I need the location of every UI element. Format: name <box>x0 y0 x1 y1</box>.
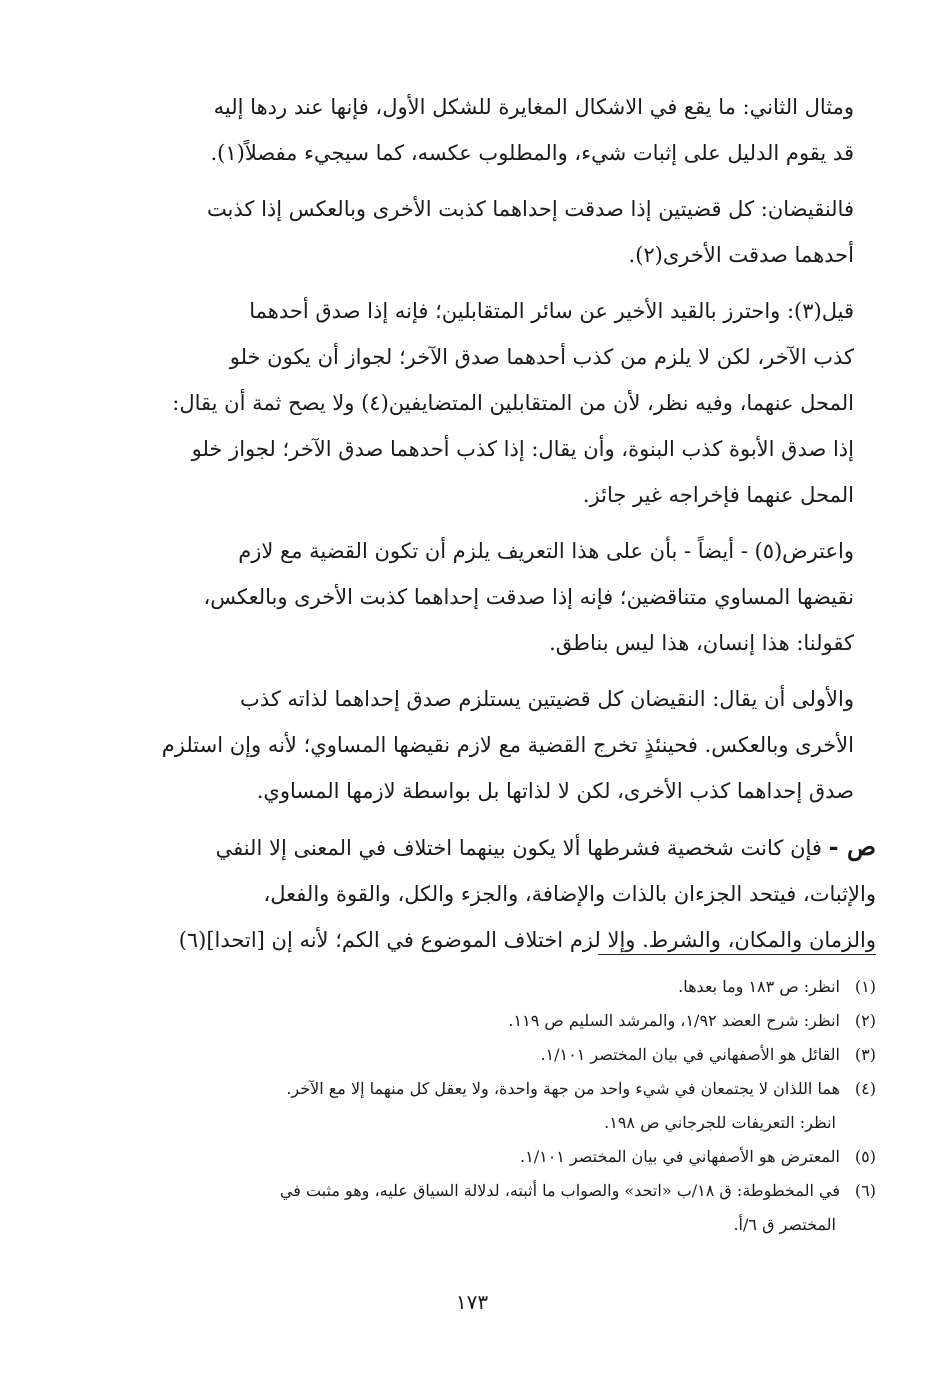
text-line: الأخرى وبالعكس. فحينئذٍ تخرج القضية مع لازم نقيضها المساوي؛ لأنه وإن استلزم <box>161 733 854 757</box>
footnote-number: (١) <box>854 977 876 996</box>
footnote-number: (٦) <box>854 1181 876 1200</box>
paragraph-objection <box>100 528 876 666</box>
text-line: نقيضها المساوي متناقضين؛ فإنه إذا صدقت إحداهما كذبت الأخرى وبالعكس، <box>203 585 854 609</box>
text-line: والأولى أن يقال: النقيضان كل قضيتين يستلزم صدق إحداهما لذاته كذب <box>240 687 854 711</box>
footnote-text: هما اللذان لا يجتمعان في شيء واحد من جهة واحدة، ولا يعقل كل منهما إلا مع الآخر. <box>286 1079 840 1098</box>
matn-marker: ص - <box>828 832 876 861</box>
footnote <box>100 1072 876 1106</box>
text-run: فإن كانت شخصية فشرطها ألا يكون بينهما اختلاف في المعنى إلا النفي <box>215 836 822 860</box>
footnote-text: في المخطوطة: ق ١٨/ب «اتحد» والصواب ما أثبته، لدلالة السياق عليه، وهو مثبت في <box>279 1181 840 1200</box>
footnote-text: المختصر ق ٦/أ. <box>733 1215 836 1234</box>
footnote-number: (٥) <box>854 1147 876 1166</box>
footnote-text: انظر: ص ١٨٣ وما بعدها. <box>678 977 840 996</box>
text-line: ومثال الثاني: ما يقع في الاشكال المغايرة للشكل الأول، فإنها عند ردها إليه <box>213 95 854 119</box>
text-line: قيل(٣): واحترز بالقيد الأخير عن سائر المتقابلين؛ فإنه إذا صدق أحدهما <box>249 299 854 323</box>
text-line: المحل عنهما فإخراجه غير جائز. <box>582 483 854 507</box>
footnote-continuation <box>100 1208 876 1242</box>
paragraph-qila <box>100 288 876 518</box>
footnote-text: القائل هو الأصفهاني في بيان المختصر ١/١٠١. <box>540 1045 840 1064</box>
footnote <box>100 1174 876 1208</box>
footnote <box>100 1038 876 1072</box>
text-line: قد يقوم الدليل على إثبات شيء، والمطلوب عكسه، كما سيجيء مفصلاً(١). <box>210 141 854 165</box>
paragraph-example-second <box>100 84 876 176</box>
text-line: والزمان والمكان، والشرط. وإلا لزم اختلاف الموضوع في الكم؛ لأنه إن [اتحدا](٦) <box>178 928 876 952</box>
paragraph-better-definition <box>100 676 876 814</box>
text-line: كذب الآخر، لكن لا يلزم من كذب أحدهما صدق الآخر؛ لجواز أن يكون خلو <box>229 345 854 369</box>
footnote-text: انظر: التعريفات للجرجاني ص ١٩٨. <box>604 1113 836 1132</box>
footnote <box>100 970 876 1004</box>
footnote-separator <box>598 954 876 955</box>
paragraph-contradictories-definition <box>100 186 876 278</box>
text-line: كقولنا: هذا إنسان، هذا ليس بناطق. <box>549 631 854 655</box>
text-line: صدق إحداهما كذب الأخرى، لكن لا لذاتها بل بواسطة لازمها المساوي. <box>256 779 854 803</box>
footnote-number: (٢) <box>854 1011 876 1030</box>
text-line <box>100 824 876 871</box>
footnotes <box>100 970 876 1242</box>
text-line: المحل عنهما، وفيه نظر، لأن من المتقابلين المتضايفين(٤) ولا يصح ثمة أن يقال: <box>172 391 854 415</box>
text-line: والإثبات، فيتحد الجزءان بالذات والإضافة، والجزء والكل، والقوة والفعل، <box>263 882 876 906</box>
text-line: واعترض(٥) - أيضاً - بأن على هذا التعريف يلزم أن تكون القضية مع لازم <box>238 539 854 563</box>
text-line: أحدهما صدقت الأخرى(٢). <box>628 243 854 267</box>
footnote-number: (٤) <box>854 1079 876 1098</box>
footnote <box>100 1140 876 1174</box>
text-line: إذا صدق الأبوة كذب البنوة، وأن يقال: إذا كذب أحدهما صدق الآخر؛ لجواز خلو <box>191 437 854 461</box>
footnote-text: المعترض هو الأصفهاني في بيان المختصر ١/١٠١. <box>520 1147 840 1166</box>
text-line: فالنقيضان: كل قضيتين إذا صدقت إحداهما كذبت الأخرى وبالعكس إذا كذبت <box>206 197 854 221</box>
page-number: ١٧٣ <box>455 1290 489 1314</box>
footnote-text: انظر: شرح العضد ١/٩٢، والمرشد السليم ص ١١٩. <box>508 1011 840 1030</box>
footnote <box>100 1004 876 1038</box>
page-body <box>100 84 876 973</box>
footnote-continuation <box>100 1106 876 1140</box>
paragraph-matn <box>100 824 876 963</box>
footnote-number: (٣) <box>854 1045 876 1064</box>
